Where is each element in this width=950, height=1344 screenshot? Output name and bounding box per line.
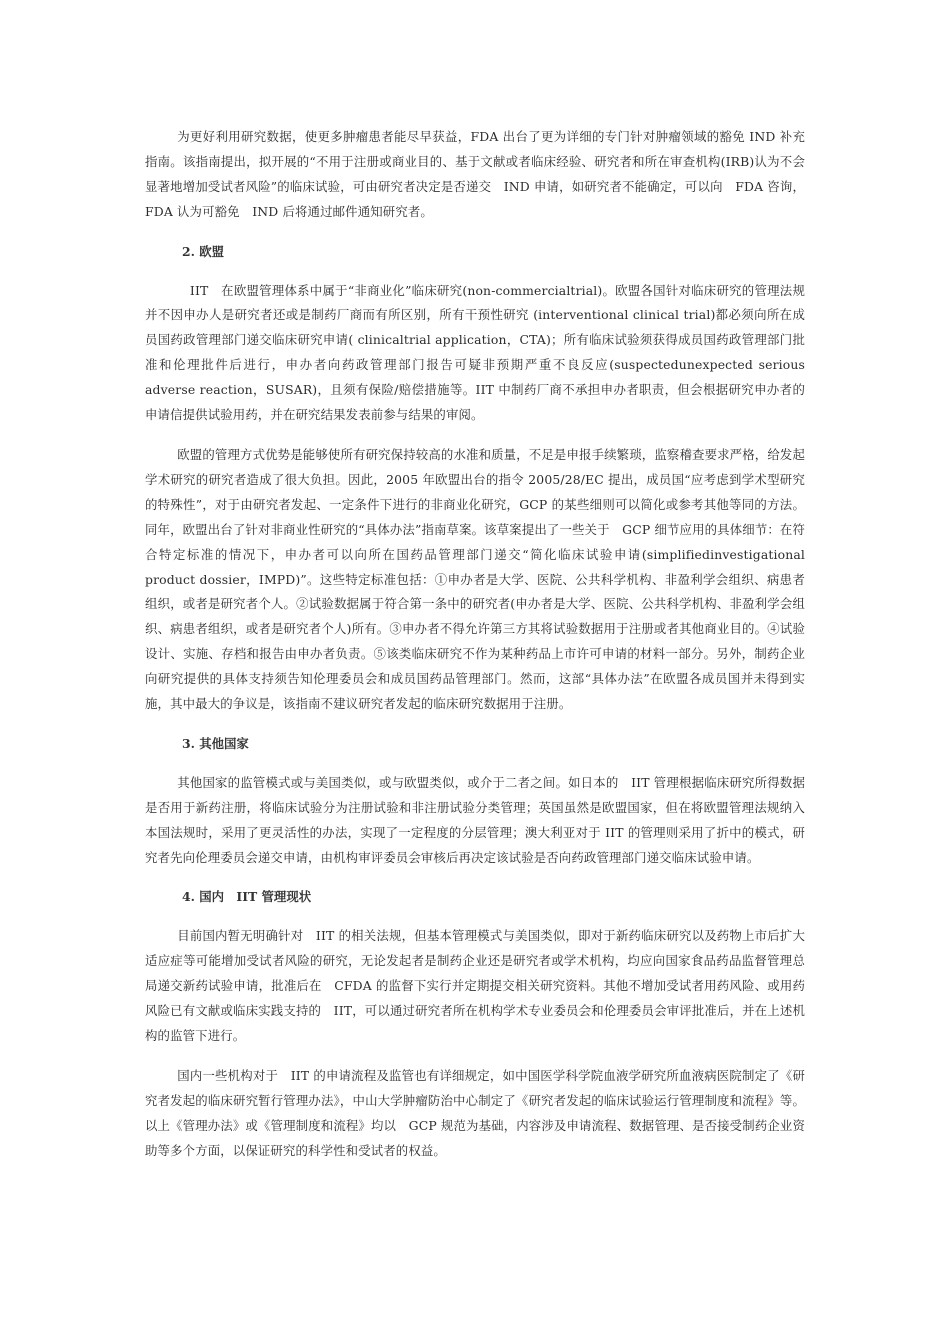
paragraph-eu-noncommercial: IIT 在欧盟管理体系中属于“非商业化”临床研究(non-commercialtrial)。欧盟各国针对临床研究的管理法规并不因申办人是研究者还或是制药厂商而有所区别，所有干预性研究 (interventional clinical trial)都必须向所在成员国药政管理部门递交临床研究申请( clinicaltrial application，CTA)；所有临床试验须获得成员国药政管理部门批准和伦理批件后进行，申办者向药政管理部门报告可疑非预期严重不良反应(suspectedunexpected serious adverse reaction，SUSAR)，且须有保险/赔偿措施等。IIT 中制药厂商不承担申办者职责，但会根据研究申办者的申请信提供试验用药，并在研究结果发表前参与结果的审阅。 xyxy=(145,282,805,423)
paragraph-eu-advantages: 欧盟的管理方式优势是能够使所有研究保持较高的水准和质量，不足是申报手续繁琐，监察稽查要求严格，给发起学术研究的研究者造成了很大负担。因此，2005 年欧盟出台的指令 2005/28/EC 提出，成员国“应考虑到学术型研究的特殊性”，对于由研究者发起、一定条件下进行的非商业化研究，GCP 的某些细则可以简化或参考其他等同的方法。同年，欧盟出台了针对非商业性研究的“具体办法”指南草案。该草案提出了一些关于 GCP 细节应用的具体细节：在符合特定标准的情况下，申办者可以向所在国药品管理部门递交“简化临床试验申请(simplifiedinvestigational product dossier，IMPD)”。这些特定标准包括：①申办者是大学、医院、公共科学机构、非盈利学会组织、病患者组织，或者是研究者个人。②试验数据属于符合第一条中的研究者(申办者是大学、医院、公共科学机构、非盈利学会组织、病患者组织，或者是研究者个人)所有。③申办者不得允许第三方其将试验数据用于注册或者其他商业目的。④试验设计、实施、存档和报告由申办者负责。⑤该类临床研究不作为某种药品上市许可申请的材料一部分。另外，制药企业向研究提供的具体支持须告知伦理委员会和成员国药品管理部门。然而，这部“具体办法”在欧盟各成员国并未得到实施，其中最大的争议是，该指南不建议研究者发起的临床研究数据用于注册。 xyxy=(145,446,805,712)
section-heading-eu: 2. 欧盟 xyxy=(182,243,225,259)
paragraph-fda-oncology-guidance: 为更好利用研究数据，使更多肿瘤患者能尽早获益，FDA 出台了更为详细的专门针对肿瘤领域的豁免 IND 补充指南。该指南提出，拟开展的“不用于注册或商业目的、基于文献或者临床经验、研究者和所在审查机构(IRB)认为不会显著地增加受试者风险”的临床试验，可由研究者决定是否递交 IND 申请，如研究者不能确定，可以向 FDA 咨询，FDA 认为可豁免 IND 后将通过邮件通知研究者。 xyxy=(145,129,805,219)
section-heading-other-countries: 3. 其他国家 xyxy=(182,735,249,751)
paragraph-domestic-institutions: 国内一些机构对于 IIT 的申请流程及监管也有详细规定，如中国医学科学院血液学研究所血液病医院制定了《研究者发起的临床研究暂行管理办法》，中山大学肿瘤防治中心制定了《研究者发起的临床试验运行管理制度和流程》等。以上《管理办法》或《管理制度和流程》均以 GCP 规范为基础，内容涉及申请流程、数据管理、是否接受制药企业资助等多个方面，以保证研究的科学性和受试者的权益。 xyxy=(145,1067,805,1158)
paragraph-other-countries: 其他国家的监管模式或与美国类似，或与欧盟类似，或介于二者之间。如日本的 IIT 管理根据临床研究所得数据是否用于新药注册，将临床试验分为注册试验和非注册试验分类管理；英国虽然是欧盟国家，但在将欧盟管理法规纳入本国法规时，采用了更灵活性的办法，实现了一定程度的分层管理；澳大利亚对于 IIT 的管理则采用了折中的模式，研究者先向伦理委员会递交申请，由机构审评委员会审核后再决定该试验是否向药政管理部门递交临床试验申请。 xyxy=(145,774,805,865)
paragraph-domestic-status: 目前国内暂无明确针对 IIT 的相关法规，但基本管理模式与美国类似，即对于新药临床研究以及药物上市后扩大适应症等可能增加受试者风险的研究，无论发起者是制药企业还是研究者或学术机构，均应向国家食品药品监督管理总局递交新药试验申请，批准后在 CFDA 的监督下实行并定期提交相关研究资料。其他不增加受试者用药风险、或用药风险已有文献或临床实践支持的 IIT，可以通过研究者所在机构学术专业委员会和伦理委员会审评批准后，并在上述机构的监管下进行。 xyxy=(145,928,805,1043)
document-page xyxy=(145,125,805,1164)
section-heading-domestic: 4. 国内 IIT 管理现状 xyxy=(182,889,312,905)
